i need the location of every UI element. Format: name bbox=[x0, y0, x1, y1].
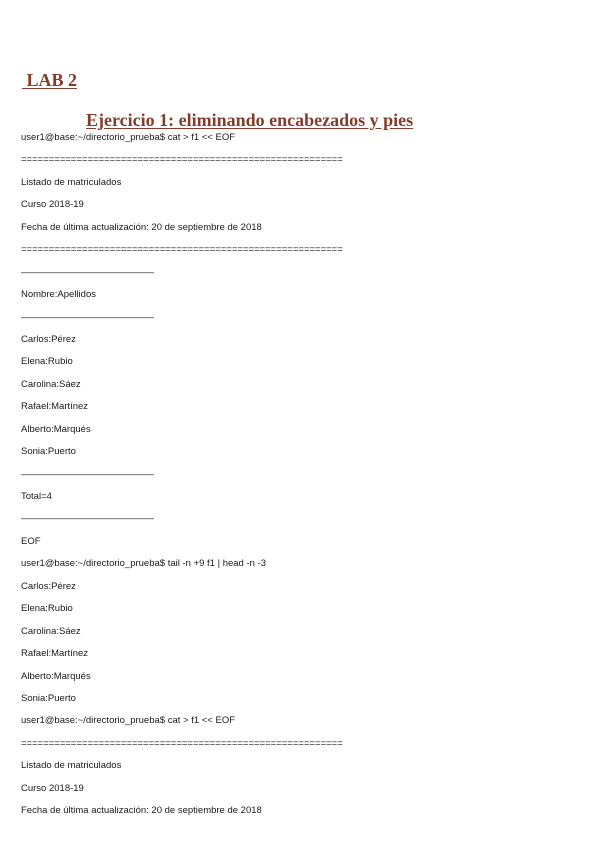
record-line: Alberto:Marqués bbox=[21, 423, 91, 435]
record-line: Alberto:Marqués bbox=[21, 670, 91, 682]
dash-line: —————————————— bbox=[21, 513, 154, 525]
separator-line: ========================================================== bbox=[21, 154, 343, 166]
text-line: Fecha de última actualización: 20 de septiembre de 2018 bbox=[21, 221, 262, 233]
record-line: Sonia:Puerto bbox=[21, 692, 76, 704]
record-line: Sonia:Puerto bbox=[21, 446, 76, 458]
record-line: Elena:Rubio bbox=[21, 603, 73, 615]
record-line: Rafael:Martínez bbox=[21, 648, 89, 660]
dash-line: —————————————— bbox=[21, 311, 154, 323]
text-line: Curso 2018-19 bbox=[21, 782, 84, 794]
command-line: user1@base:~/directorio_prueba$ tail -n +9 f1 | head -n -3 bbox=[21, 558, 267, 570]
record-line: Carolina:Sáez bbox=[21, 378, 81, 390]
record-line: Carlos:Pérez bbox=[21, 580, 76, 592]
lab-title: LAB 2 bbox=[22, 70, 78, 90]
text-line: Listado de matriculados bbox=[21, 760, 122, 772]
command-line: user1@base:~/directorio_prueba$ cat > f1 << EOF bbox=[21, 132, 236, 143]
dash-line: —————————————— bbox=[21, 266, 154, 278]
exercise-title: Ejercicio 1: eliminando encabezados y pies bbox=[86, 110, 414, 130]
text-line: Listado de matriculados bbox=[21, 176, 122, 188]
command-line: user1@base:~/directorio_prueba$ cat > f1 << EOF bbox=[21, 715, 236, 727]
text-line: Fecha de última actualización: 20 de septiembre de 2018 bbox=[21, 805, 262, 817]
record-line: Carlos:Pérez bbox=[21, 333, 76, 345]
text-line: Curso 2018-19 bbox=[21, 199, 84, 211]
text-line: EOF bbox=[21, 535, 41, 547]
record-line: Rafael:Martínez bbox=[21, 401, 89, 413]
text-line: Total=4 bbox=[21, 491, 52, 502]
separator-line: ========================================================== bbox=[21, 737, 343, 749]
separator-line: ========================================================== bbox=[21, 244, 343, 256]
terminal-transcript bbox=[21, 127, 343, 823]
record-line: Carolina:Sáez bbox=[21, 625, 81, 637]
record-line: Elena:Rubio bbox=[21, 356, 73, 368]
text-line: Nombre:Apellidos bbox=[21, 289, 96, 301]
dash-line: —————————————— bbox=[21, 468, 154, 480]
